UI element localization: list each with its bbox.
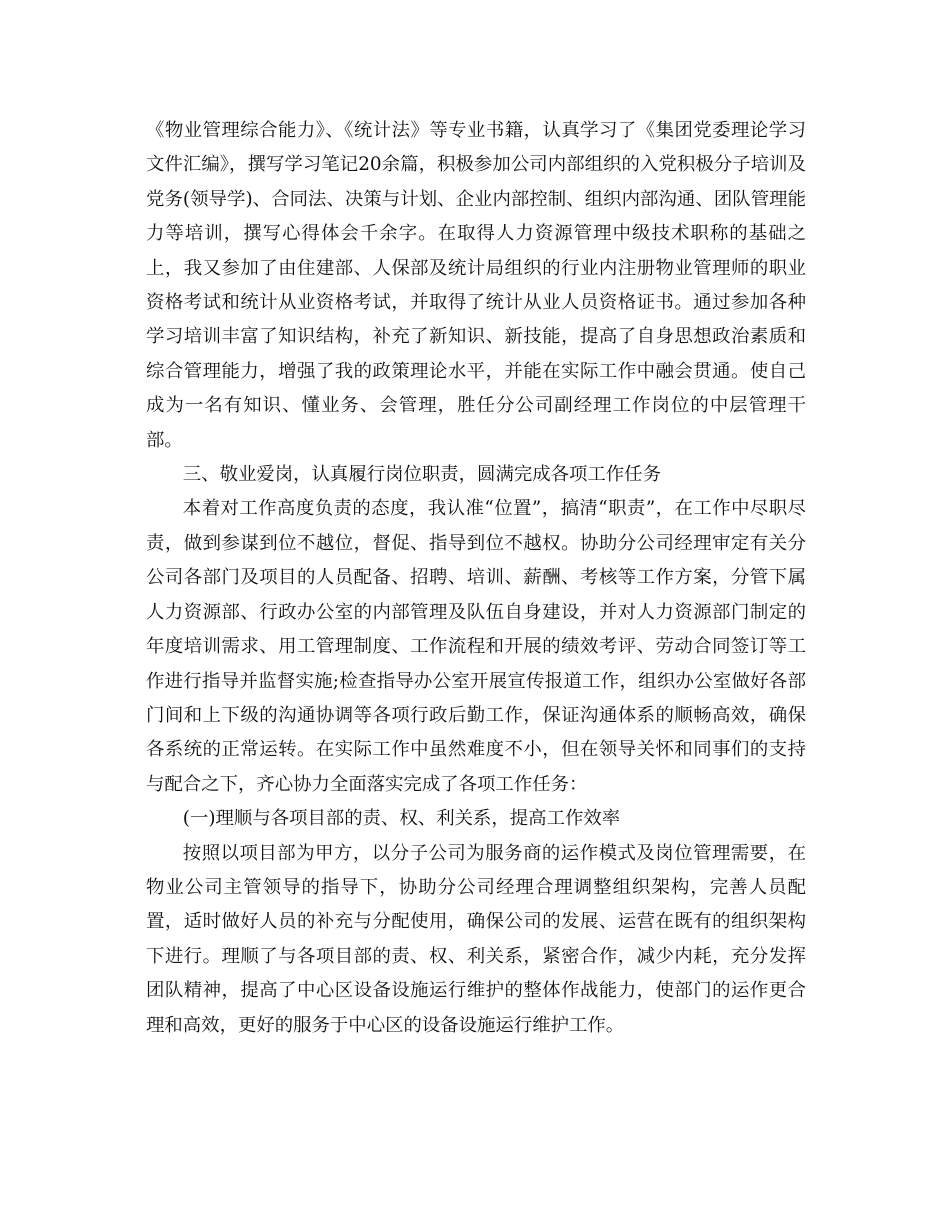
document-page	[146, 114, 806, 1043]
paragraph-duties: 本着对工作高度负责的态度，我认准“位置”，搞清“职责”，在工作中尽职尽责，做到参谋到位不越位，督促、指导到位不越权。协助分公司经理审定有关分公司各部门及项目的人员配备、招聘、培训、薪酬、考核等工作方案，分管下属人力资源部、行政办公室的内部管理及队伍自身建设，并对人力资源部门制定的年度培训需求、用工管理制度、工作流程和开展的绩效考评、劳动合同签订等工作进行指导并监督实施;检查指导办公室开展宣传报道工作，组织办公室做好各部门间和上下级的沟通协调等各项行政后勤工作，保证沟通体系的顺畅高效，确保各系统的正常运转。在实际工作中虽然难度不小，但在领导关怀和同事们的支持与配合之下，齐心协力全面落实完成了各项工作任务：	[146, 498, 806, 795]
paragraph-project-relations: 按照以项目部为甲方，以分子公司为服务商的运作模式及岗位管理需要，在物业公司主管领导的指导下，协助分公司经理合理调整组织架构，完善人员配置，适时做好人员的补充与分配使用，确保公司的发展、运营在既有的组织架构下进行。理顺了与各项目部的责、权、利关系，紧密合作，减少内耗，充分发挥团队精神，提高了中心区设备设施运行维护的整体作战能力，使部门的运作更合理和高效，更好的服务于中心区的设备设施运行维护工作。	[146, 842, 806, 1036]
subsection-heading-one: (一)理顺与各项目部的责、权、利关系，提高工作效率	[182, 808, 621, 830]
section-heading-three: 三、敬业爱岗，认真履行岗位职责，圆满完成各项工作任务	[182, 464, 661, 486]
paragraph-continuation: 《物业管理综合能力》、《统计法》等专业书籍，认真学习了《集团党委理论学习文件汇编》，撰写学习笔记20余篇，积极参加公司内部组织的入党积极分子培训及党务(领导学)、合同法、决策与计划、企业内部控制、组织内部沟通、团队管理能力等培训，撰写心得体会千余字。在取得人力资源管理中级技术职称的基础之上，我又参加了由住建部、人保部及统计局组织的行业内注册物业管理师的职业资格考试和统计从业资格考试，并取得了统计从业人员资格证书。通过参加各种学习培训丰富了知识结构，补充了新知识、新技能，提高了自身思想政治素质和综合管理能力，增强了我的政策理论水平，并能在实际工作中融会贯通。使自己成为一名有知识、懂业务、会管理，胜任分公司副经理工作岗位的中层管理干部。	[146, 120, 806, 451]
